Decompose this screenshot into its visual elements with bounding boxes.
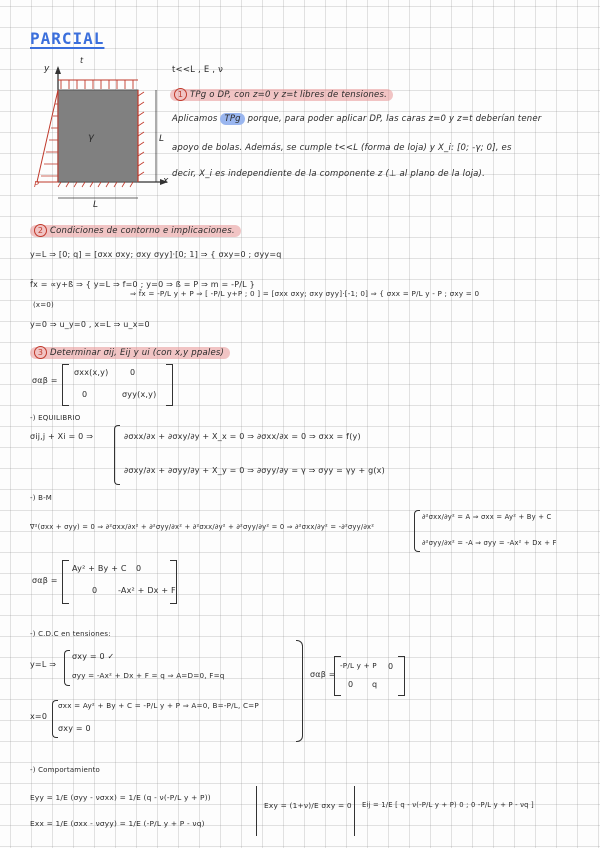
matrix-1-b: 0 — [130, 368, 136, 377]
s2-load-result: ⇒ f̄x = -P/L y + P ⇒ [ -P/L y+P ; 0 ] = [σxx σxy; σxy σyy]·[-1; 0] ⇒ { σxx = P/L y - P ; σxy = 0 — [130, 289, 480, 298]
matrix-2-a: Ay² + By + C — [72, 564, 127, 573]
strain-matrix: Eij = 1/E [ q - ν(-P/L y + P) 0 ; 0 -P/L y + P - νq ] — [362, 801, 534, 809]
s1-l1-pre: Aplicamos — [172, 114, 218, 124]
length-label-bottom: L — [93, 200, 99, 210]
section-3-heading — [30, 346, 230, 359]
s1-line-3: decir, X_i es independiente de la componente z (⊥ al plano de la loja). — [172, 169, 485, 179]
matrix-3-c: 0 — [348, 680, 354, 689]
matrix-3-b: 0 — [388, 662, 394, 671]
matrix-3-d: q — [372, 680, 378, 689]
section-2-title: Condiciones de contorno e implicaciones. — [50, 226, 235, 236]
matrix-2-left-bracket — [62, 560, 69, 604]
cdc-result-brace — [296, 640, 303, 742]
s1-line-1 — [172, 115, 541, 125]
section-1-number: 1 — [174, 88, 187, 101]
cdc-heading: -) C.D.C en tensiones: — [30, 630, 111, 638]
behaviour-divider-2 — [354, 786, 355, 836]
behaviour-heading: -) Comportamiento — [30, 766, 101, 774]
page-title: PARCIAL — [30, 29, 105, 48]
axis-y-label: y — [44, 64, 50, 74]
equilibrium-eq-1: ∂σxx/∂x + ∂σxy/∂y + X_x = 0 ⇒ ∂σxx/∂x = 0 ⇒ σxx = f(y) — [124, 432, 361, 441]
strain-xy: Exy = (1+ν)/E σxy = 0 — [264, 801, 352, 810]
cdc-x-2: σxy = 0 — [58, 724, 91, 733]
matrix-1-left-bracket — [62, 364, 69, 406]
P-label: P — [34, 180, 40, 189]
section-3-title: Determinar σij, Eij y ui (con x,y ppales) — [50, 348, 225, 358]
matrix-1-c: 0 — [82, 390, 88, 399]
strain-yy: Eyy = 1/E (σyy - νσxx) = 1/E (q - ν(-P/L y + P)) — [30, 793, 211, 802]
stress-matrix-2-label: σαβ = — [32, 576, 58, 585]
cdc-y-2: σyy = -Ax² + Dx + F = q ⇒ A=D=0, F=q — [72, 671, 225, 680]
matrix-3-a: -P/L y + P — [340, 661, 377, 670]
stress-matrix-1-label: σαβ = — [32, 376, 58, 385]
matrix-2-d: -Ax² + Dx + F — [118, 586, 176, 595]
length-label-side: L — [159, 134, 165, 144]
s2-x0-label: (x=0) — [33, 301, 54, 309]
s2-displacement-conditions: y=0 ⇒ u_y=0 , x=L ⇒ u_x=0 — [30, 320, 150, 329]
section-1-heading — [170, 88, 393, 101]
t-label: t — [80, 56, 84, 65]
matrix-1-d: σyy(x,y) — [122, 390, 157, 399]
bm-result-1: ∂²σxx/∂y² = A ⇒ σxx = Ay² + By + C — [422, 513, 552, 521]
cdc-x-label: x=0 — [30, 712, 48, 721]
matrix-2-right-bracket — [170, 560, 177, 604]
equilibrium-heading: -) EQUILIBRIO — [30, 414, 81, 422]
s1-l1-post: porque, para poder aplicar DP, las caras z=0 y z=t deberían tener — [247, 114, 542, 124]
section-2-number: 2 — [34, 224, 47, 237]
bm-result-2: ∂²σyy/∂x² = -A ⇒ σyy = -Ax² + Dx + F — [422, 539, 557, 547]
matrix-1-right-bracket — [166, 364, 173, 406]
matrix-3-right-bracket — [398, 656, 405, 696]
given-data: t<<L , E , ν — [172, 65, 224, 75]
equilibrium-eq-2: ∂σxy/∂x + ∂σyy/∂y + X_y = 0 ⇒ ∂σyy/∂y = γ ⇒ σyy = γy + g(x) — [124, 466, 385, 475]
section-1-title: TPg o DP, con z=0 y z=t libres de tensiones. — [190, 90, 388, 100]
cdc-y-1: σxy = 0 ✓ — [72, 652, 115, 661]
cdc-x-1: σxx = Ay² + By + C = -P/L y + P ⇒ A=0, B=-P/L, C=P — [58, 701, 259, 710]
s2-condition-y-L: y=L ⇒ [0; q] = [σxx σxy; σxy σyy]·[0; 1] ⇒ { σxy=0 ; σyy=q — [30, 250, 282, 259]
equilibrium-brace — [114, 425, 120, 485]
s1-line-2: apoyo de bolas. Además, se cumple t<<L (forma de loja) y X_i: [0; -γ; 0], es — [172, 143, 512, 153]
cdc-y-label: y=L ⇒ — [30, 660, 57, 669]
s2-load-def: f̄x = ∝y+ß ⇒ { y=L ⇒ f=0 ; y=0 ⇒ ß = P ⇒ m = -P/L } — [30, 280, 255, 289]
behaviour-divider-1 — [256, 786, 257, 836]
stress-matrix-3-label: σαβ = — [310, 670, 336, 679]
bm-heading: -) B-M — [30, 494, 53, 502]
s1-l1-tpg: TPg — [220, 113, 244, 125]
axis-x-label: x — [163, 176, 169, 186]
bm-brace — [414, 510, 420, 552]
section-3-number: 3 — [34, 346, 47, 359]
gamma-label: γ — [88, 132, 95, 143]
matrix-2-c: 0 — [92, 586, 98, 595]
cdc-y-brace — [64, 650, 70, 686]
section-2-heading — [30, 224, 241, 237]
matrix-1-a: σxx(x,y) — [74, 368, 109, 377]
plate-figure — [25, 60, 175, 210]
matrix-2-b: 0 — [136, 564, 142, 573]
equilibrium-left: σij,j + Xi = 0 ⇒ — [30, 432, 94, 441]
bm-equation: ∇²(σxx + σyy) = 0 ⇒ ∂²σxx/∂x² + ∂²σyy/∂x² + ∂²σxx/∂y² + ∂²σyy/∂y² = 0 ⇒ ∂²σxx/∂y² = -∂²σyy/∂x² — [30, 523, 375, 531]
strain-xx: Exx = 1/E (σxx - νσyy) = 1/E (-P/L y + P - νq) — [30, 819, 205, 828]
